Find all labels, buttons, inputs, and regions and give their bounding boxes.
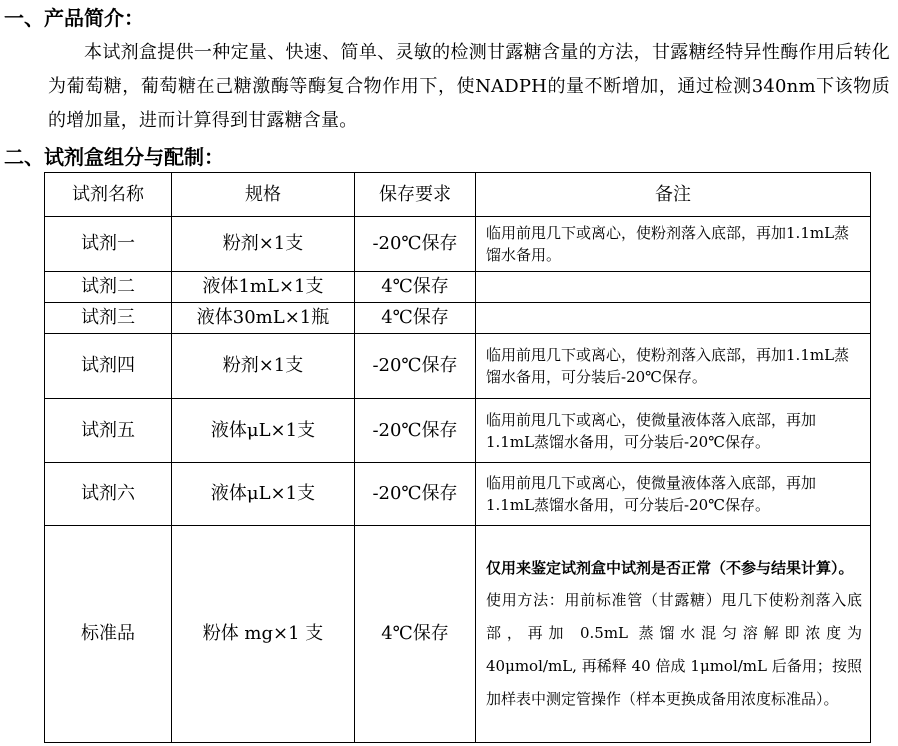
reagent-note: 临用前甩几下或离心，使粉剂落入底部，再加1.1mL蒸馏水备用。 (476, 217, 871, 272)
header-storage: 保存要求 (355, 173, 476, 217)
reagent-storage: 4℃保存 (355, 303, 476, 334)
product-intro-paragraph: 本试剂盒提供一种定量、快速、简单、灵敏的检测甘露糖含量的方法，甘露糖经特异性酶作用后转化为葡萄糖，葡萄糖在己糖激酶等酶复合物作用下，使NADPH的量不断增加，通过检测340nm下该物质的增加量，进而计算得到甘露糖含量。 (48, 42, 890, 131)
reagent-storage: -20℃保存 (355, 463, 476, 526)
reagent-storage: -20℃保存 (355, 217, 476, 272)
table-row (45, 303, 871, 334)
reagent-spec: 粉剂×1支 (172, 334, 355, 399)
reagent-spec: 粉剂×1支 (172, 217, 355, 272)
section-title-product-intro: 一、产品简介： (4, 6, 144, 30)
table-row (45, 526, 871, 743)
standard-note-bold: 仅用来鉴定试剂盒中试剂是否正常（不参与结果计算）。 (486, 558, 854, 577)
reagent-spec: 液体30mL×1瓶 (172, 303, 355, 334)
reagent-note (476, 272, 871, 303)
reagent-note: 临用前甩几下或离心，使微量液体落入底部，再加1.1mL蒸馏水备用，可分装后-20℃保存。 (476, 399, 871, 463)
kit-components-table (44, 172, 871, 743)
section-title-kit-components: 二、试剂盒组分与配制： (4, 145, 224, 169)
reagent-name: 试剂二 (45, 272, 172, 303)
table-row (45, 272, 871, 303)
reagent-storage: -20℃保存 (355, 334, 476, 399)
reagent-note (476, 303, 871, 334)
standard-note-usage: 使用方法：用前标准管（甘露糖）甩几下使粉剂落入底部，再加 0.5mL 蒸馏水混匀溶解即浓度为 40μmol/mL, 再稀释 40 倍成 1μmol/mL 后备用；按照加样表中测定管操作（样本更换成备用浓度标准品）。 (486, 590, 862, 708)
reagent-storage: 4℃保存 (355, 526, 476, 743)
reagent-storage: 4℃保存 (355, 272, 476, 303)
reagent-note: 临用前甩几下或离心，使粉剂落入底部，再加1.1mL蒸馏水备用，可分装后-20℃保存。 (476, 334, 871, 399)
reagent-name: 试剂四 (45, 334, 172, 399)
reagent-spec: 液体μL×1支 (172, 463, 355, 526)
table-header-row (45, 173, 871, 217)
reagent-name: 试剂五 (45, 399, 172, 463)
table-row (45, 463, 871, 526)
reagent-name: 标准品 (45, 526, 172, 743)
reagent-name: 试剂三 (45, 303, 172, 334)
standard-note-cell (476, 526, 871, 743)
reagent-spec: 液体μL×1支 (172, 399, 355, 463)
table-row (45, 334, 871, 399)
reagent-note: 临用前甩几下或离心，使微量液体落入底部，再加1.1mL蒸馏水备用，可分装后-20℃保存。 (476, 463, 871, 526)
header-note: 备注 (476, 173, 871, 217)
reagent-name: 试剂六 (45, 463, 172, 526)
reagent-spec: 粉体 mg×1 支 (172, 526, 355, 743)
header-spec: 规格 (172, 173, 355, 217)
table-row (45, 217, 871, 272)
reagent-name: 试剂一 (45, 217, 172, 272)
header-reagent-name: 试剂名称 (45, 173, 172, 217)
reagent-storage: -20℃保存 (355, 399, 476, 463)
table-row (45, 399, 871, 463)
reagent-spec: 液体1mL×1支 (172, 272, 355, 303)
